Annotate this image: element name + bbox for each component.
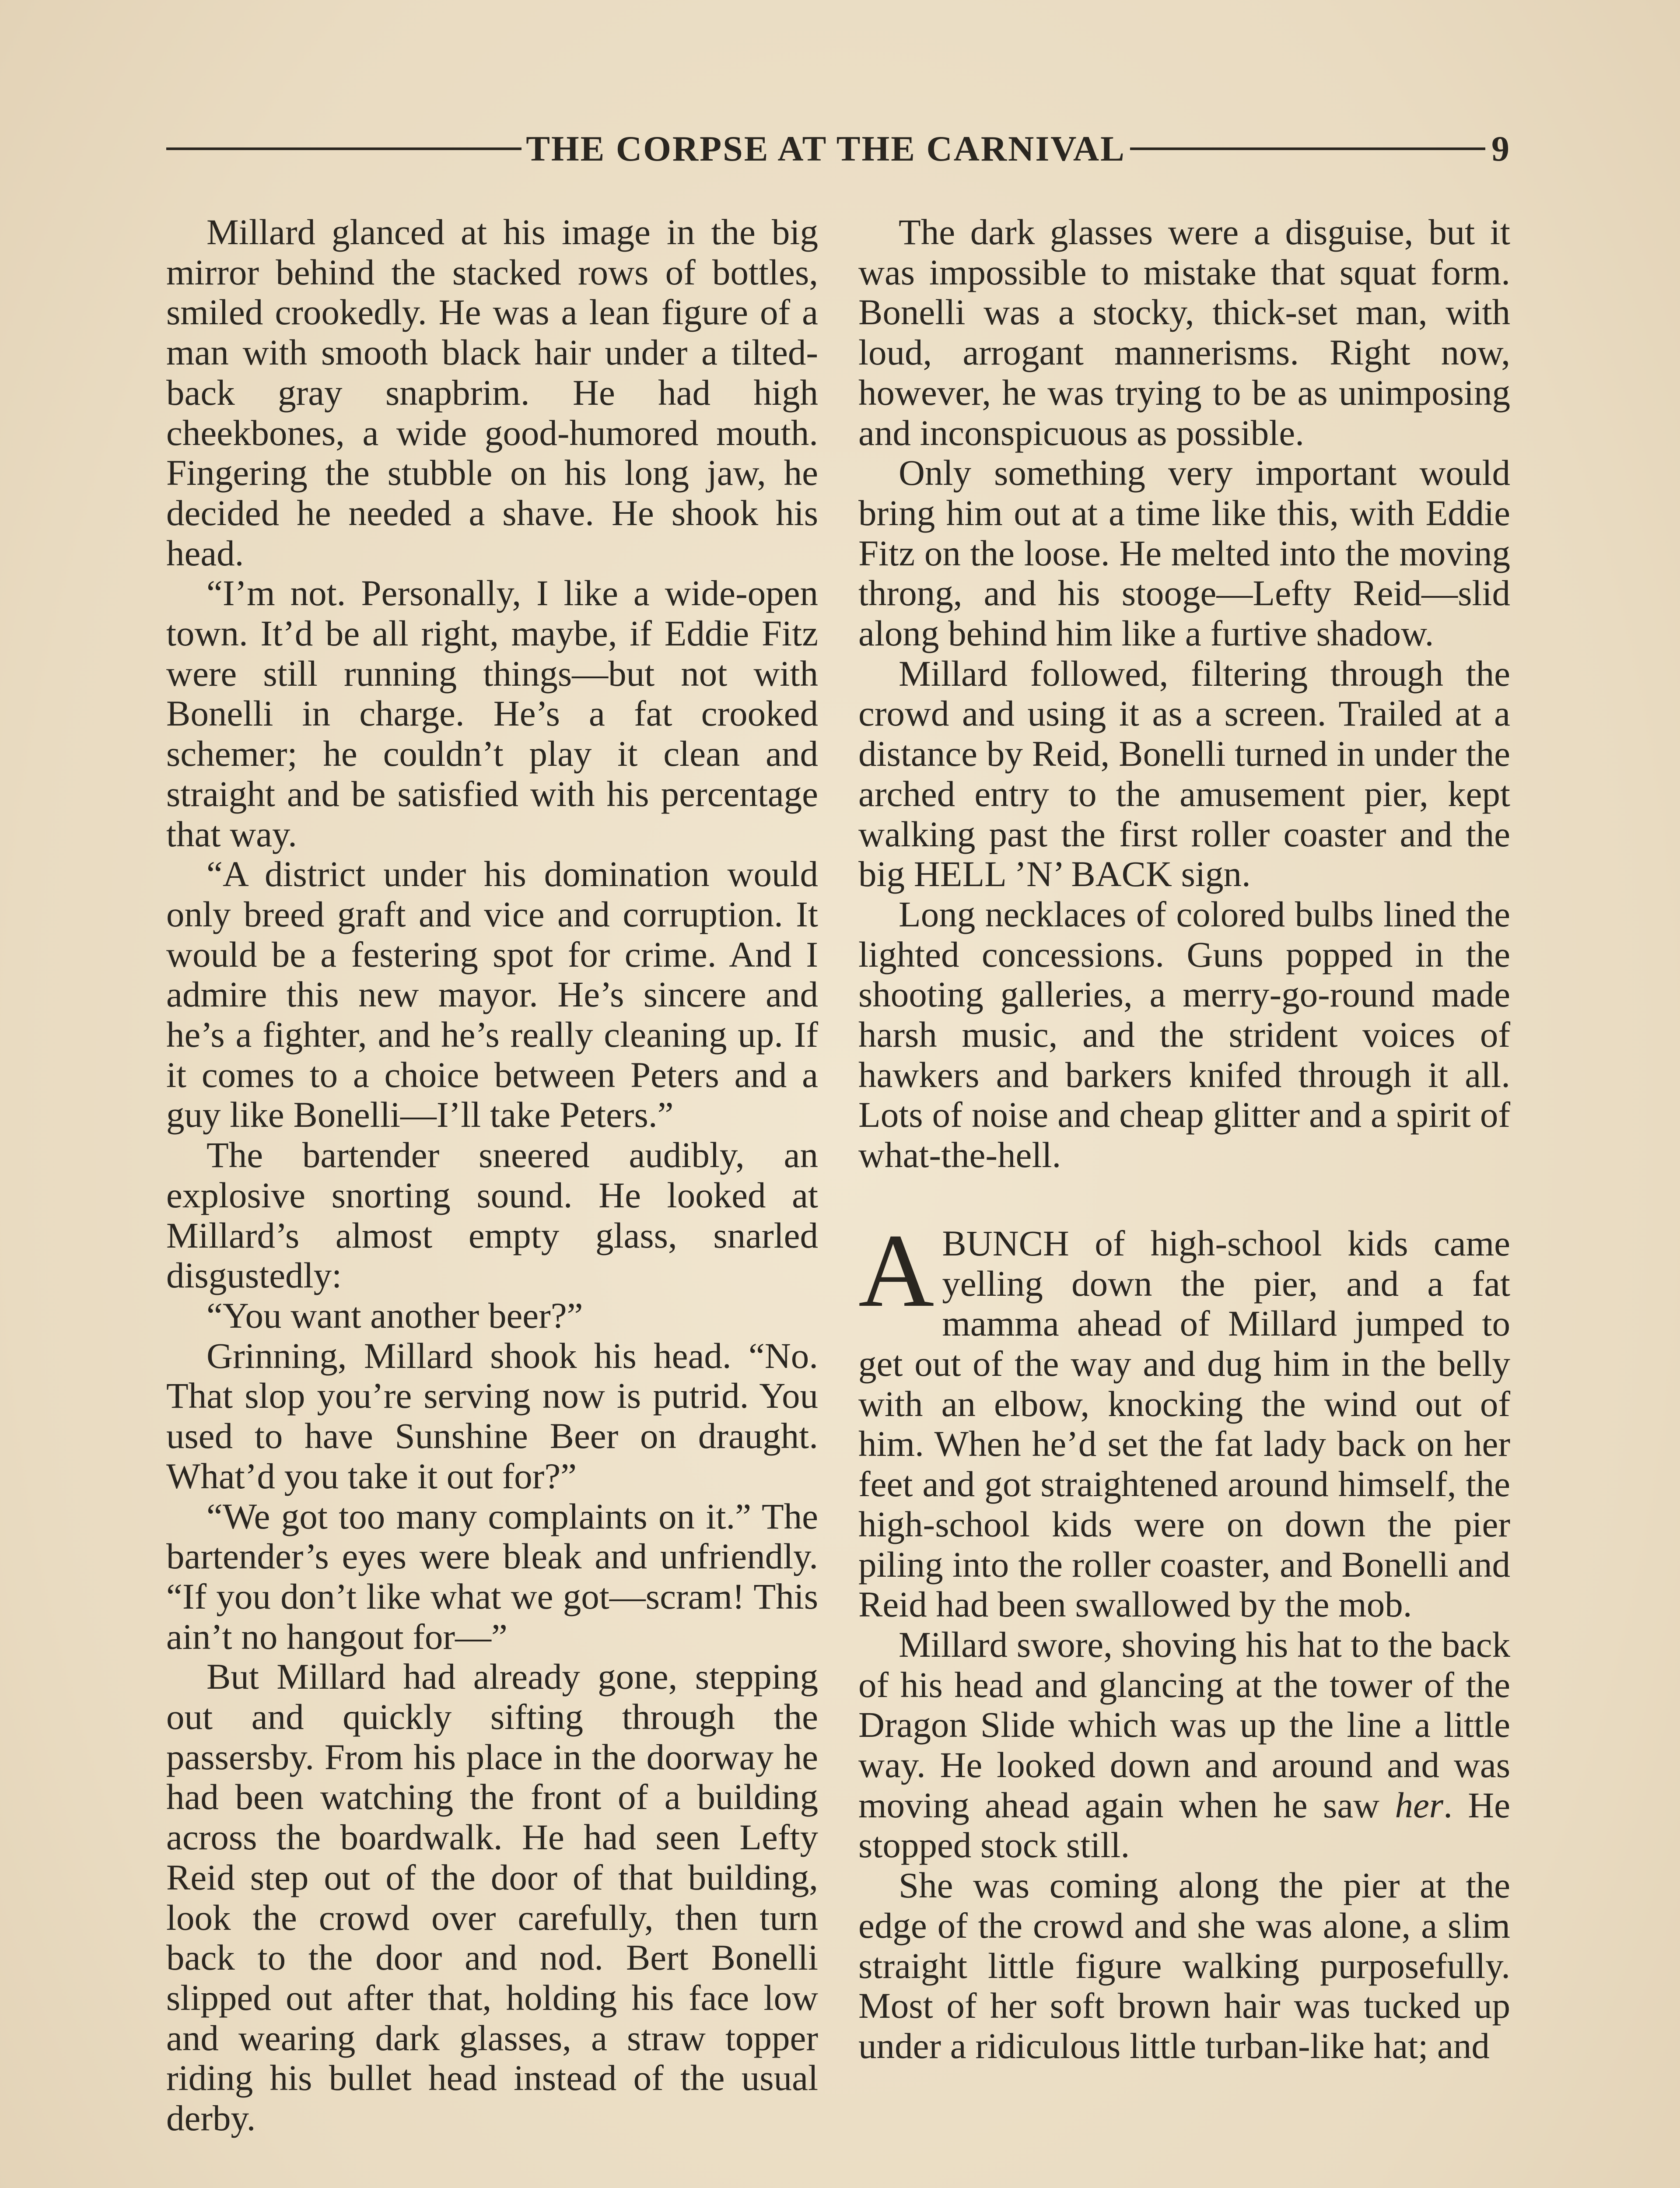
section-opening-paragraph [858, 1212, 1510, 1625]
paragraph: The bartender sneered audibly, an explosive snorting sound. He looked at Millard’s almost empty glass, snarled disgustedly: [166, 1135, 818, 1296]
paragraph: But Millard had already gone, stepping out and quickly sifting through the passersby. From his place in the doorway he had been watching the front of a building across the boardwalk. He had seen Lefty Reid step out of the door of that building, look the crowd over carefully, then turn back to the door and nod. Bert Bonelli slipped out after that, holding his face low and wearing dark glasses, a straw topper riding his bullet head instead of the usual derby. [166, 1656, 818, 2139]
paragraph: “You want another beer?” [206, 1295, 583, 1336]
paragraph: Grinning, Millard shook his head. “No. That slop you’re serving now is putrid. You used to have Sunshine Beer on draught. What’d you take it out for?” [166, 1335, 818, 1496]
running-header [166, 125, 1509, 173]
paragraph: “I’m not. Personally, I like a wide-open town. It’d be all right, maybe, if Eddie Fitz were still running things—but not with Bonelli in charge. He’s a fat crooked schemer; he couldn’t play it clean and straight and be satisfied with his percentage that way. [166, 573, 818, 854]
paragraph: “We got too many complaints on it.” The bartender’s eyes were bleak and unfriendly. “If you don’t like what we got—scram! This ain’t no hangout for—” [166, 1496, 818, 1657]
paragraph: Millard glanced at his image in the big mirror behind the stacked rows of bottles, smiled crookedly. He was a lean figure of a man with smooth black hair under a tilted-back gray snapbrim. He had high cheekbones, a wide good-humored mouth. Fingering the stubble on his long jaw, he decided he needed a shave. He shook his head. [166, 212, 818, 573]
running-title: THE CORPSE AT THE CARNIVAL [526, 129, 1126, 168]
header-rule-left [166, 147, 522, 150]
paragraph [858, 1625, 1510, 1865]
drop-cap: A [858, 1212, 934, 1329]
paragraph: Only something very important would bring him out at a time like this, with Eddie Fitz on the loose. He melted into the moving throng, and his stooge—Lefty Reid—slid along behind him like a furtive shadow. [858, 452, 1510, 654]
page-number: 9 [1491, 129, 1509, 168]
emphasis-text: her [1395, 1785, 1444, 1825]
paragraph: “A district under his domination would only breed graft and vice and corruption. It would be a festering spot for crime. And I admire this new mayor. He’s sincere and he’s a fighter, and he’s really cleaning up. If it comes to a choice between Peters and a guy like Bonelli—I’ll take Peters.” [166, 854, 818, 1135]
paragraph: Millard followed, filtering through the crowd and using it as a screen. Trailed at a distance by Reid, Bonelli turned in under the arched entry to the amusement pier, kept walking past the first roller coaster and the big HELL ’N’ BACK sign. [858, 653, 1510, 894]
paragraph: She was coming along the pier at the edge of the crowd and she was alone, a slim straight little figure walking purposefully. Most of her soft brown hair was tucked up under a ridiculous little turban-like hat; and [858, 1865, 1510, 2066]
paragraph-text: Millard swore, shoving his hat to the back of his head and glancing at the tower of the Dragon Slide which was up the line a little way. He looked down and around and was moving ahead again when he saw [858, 1624, 1510, 1825]
right-column [858, 212, 1510, 2066]
paragraph: Long necklaces of colored bulbs lined the lighted concessions. Guns popped in the shooting galleries, a merry-go-round made harsh music, and the strident voices of hawkers and barkers knifed through it all. Lots of noise and cheap glitter and a spirit of what-the-hell. [858, 894, 1510, 1175]
section-opening-text: BUNCH of high-school kids came yelling down the pier, and a fat mamma ahead of Millard jumped to get out of the way and dug him in the belly with an elbow, knocking the wind out of him. When he’d set the fat lady back on her feet and got straightened around himself, the high-school kids were on down the pier piling into the roller coaster, and Bonelli and Reid had been swallowed by the mob. [858, 1223, 1510, 1625]
header-rule-right [1130, 147, 1485, 150]
left-column [166, 212, 818, 2139]
paragraph-text: . He stopped stock still. [858, 1785, 1511, 1865]
paragraph: The dark glasses were a disguise, but it was impossible to mistake that squat form. Bonelli was a stocky, thick-set man, with loud, arrogant mannerisms. Right now, however, he was trying to be as unimposing and inconspicuous as possible. [858, 212, 1510, 453]
